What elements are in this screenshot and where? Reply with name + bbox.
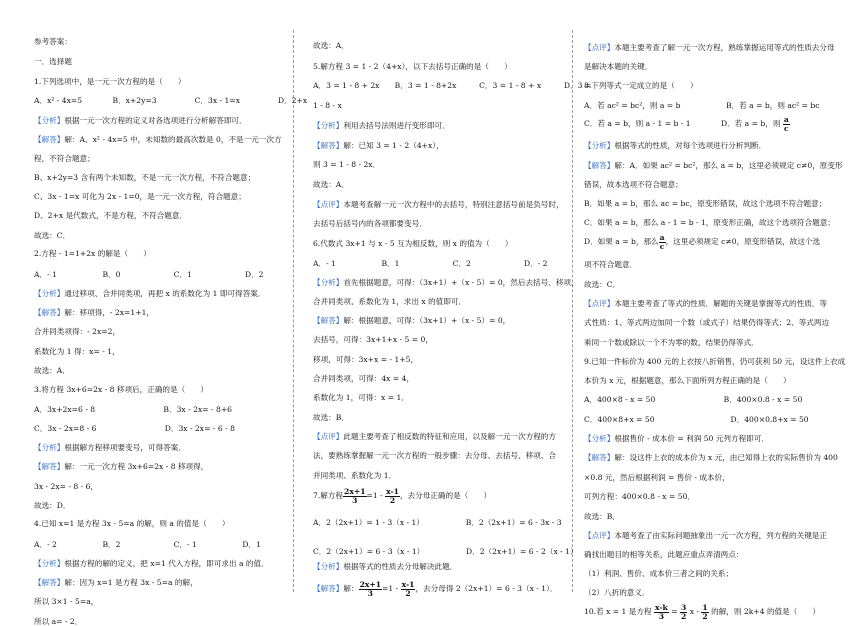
- text-line: 5.解方程 3 = 1 - 2（4+x），以下去括号正确的是（ ）: [313, 62, 512, 71]
- text-line: 式性质：1、等式两边加同一个数（或式子）结果仍得等式；2、等式两边: [584, 318, 830, 327]
- text-line: 项不符合题意．: [584, 260, 638, 269]
- text-line: 【点评】本题考查了由实际问题抽象出一元一次方程，列方程的关键是正: [584, 531, 827, 540]
- fraction: $\frac{2x+1}{3}$: [359, 580, 382, 598]
- text-line: A．- 1 B．1 C．2 D．- 2: [313, 259, 548, 268]
- fraction: $\frac{a}{c}$: [659, 233, 665, 251]
- text-line: 所以 3×1 - 5=a，: [34, 597, 99, 606]
- text-line: 【分析】首先根据题意，可得：（3x+1）+（x - 5）= 0，然后去括号、移项、: [313, 278, 579, 287]
- text-line: 错误，故本选项不符合题意；: [584, 180, 683, 189]
- text-line: 【解答】解：设这件上衣的成本价为 x 元，由已知得上衣的实际售价为 400: [584, 453, 838, 462]
- text-line: 【点评】此题主要考查了相反数的特征和应用，以及解一元一次方程的方: [313, 432, 556, 441]
- text-line: 【解答】解：A．如果 ac² = bc²，那么 a = b，这里必须规定 c≠0，原变形: [584, 161, 843, 170]
- text-line: A．3 = 1 - 8 + 2x B．3 = 1 - 8+2x C．3 = 1 - 8 + x D．3 =: [313, 81, 592, 90]
- solution-tag: 【分析】: [584, 434, 615, 443]
- fraction: $\frac{2x+1}{3}$: [344, 487, 366, 505]
- solution-tag: 【分析】: [34, 559, 65, 568]
- text-line: 程，不符合题意；: [34, 154, 95, 163]
- text-line: 【分析】通过移项、合并同类项，再把 x 的系数化为 1 即可得答案．: [34, 289, 266, 298]
- solution-tag: 【分析】: [313, 562, 344, 571]
- text-line: 【分析】根据方程的解的定义，把 x=1 代入方程，即可求出 a 的值．: [34, 559, 269, 568]
- text-line: C．如果 a = b，那么 a - 1 = b - 1，原变形正确，故这个选项符合题意；: [584, 218, 835, 227]
- text-line: 法，要熟练掌握解一元一次方程的一般步骤：去分母、去括号、移项、合: [313, 451, 556, 460]
- solution-tag: 【解答】: [34, 308, 65, 317]
- fraction: $\frac{a}{c}$: [783, 115, 789, 133]
- solution-tag: 【点评】: [313, 200, 344, 209]
- text-line: 合并同类项得：- 2x=2，: [34, 327, 121, 336]
- solution-tag: 【解答】: [313, 141, 344, 150]
- text-line: 系数化为 1，可得：x = 1．: [313, 393, 409, 402]
- fraction: $\frac{3}{2}$: [681, 603, 687, 621]
- text-line: 【分析】利用去括号法则进行变形即可．: [313, 121, 450, 130]
- text-line: D．如果 a = b，那么 $\frac{a}{c}$ ，这里必须规定 c≠0，原变形错误，故这个选: [584, 233, 821, 251]
- text-line: 【分析】根据等式的性质，对每个选项进行分析判断．: [584, 141, 767, 150]
- text-line: B．如果 a = b，那么 ac = bc，原变形错误，故这个选项不符合题意；: [584, 199, 827, 208]
- text-line: 故选：D．: [34, 501, 71, 510]
- text-line: A．若 ac² = bc²，则 a = b B．若 a = b，则 ac² = bc: [584, 101, 820, 110]
- solution-tag: 【点评】: [313, 432, 344, 441]
- text-line: 【解答】解： $\frac{2x+1}{3}$ =1 - $\frac{x-1}{2}$ ，去分母得 2（2x+1）= 6 - 3（x - 1）．: [313, 580, 558, 598]
- text-line: 3.将方程 3x+6=2x - 8 移项后，正确的是（ ）: [34, 385, 208, 394]
- text-line: 【分析】根据等式的性质去分母解决此题．: [313, 562, 458, 571]
- text-line: 是解决本题的关键．: [584, 62, 653, 71]
- text-line: 1.下列选项中，是一元一次方程的是（ ）: [34, 77, 186, 86]
- column-divider-2: [572, 30, 573, 592]
- solution-tag: 【解答】: [313, 316, 344, 325]
- text-line: 3x - 2x= - 8 - 6，: [34, 482, 99, 491]
- solution-tag: 【点评】: [584, 299, 615, 308]
- text-line: 【分析】根据解方程移项要变号，可得答案．: [34, 443, 186, 452]
- solution-tag: 【分析】: [34, 289, 65, 298]
- text-line: B、x+2y=3 含有两个未知数，不是一元一次方程，不符合题意；: [34, 173, 256, 182]
- text-line: 故选：B．: [584, 512, 620, 521]
- solution-tag: 【点评】: [584, 531, 615, 540]
- text-line: 故选：B．: [313, 413, 349, 422]
- solution-tag: 【解答】: [34, 135, 65, 144]
- text-line: C．若 a = b，则 a - 1 = b - 1 D．若 a = b，则 $\frac{a}{c}$: [584, 115, 789, 133]
- text-line: 合并同类项、系数化为 1，求出 x 的值即可．: [313, 297, 467, 306]
- text-line: 9.已知一件标价为 400 元的上衣按八折销售，仍可获利 50 元，设这件上衣成: [584, 357, 846, 366]
- text-line: 故选：A．: [313, 180, 349, 189]
- solution-tag: 【分析】: [34, 116, 65, 125]
- text-line: C、3x - 1=x 可化为 2x - 1=0，是一元一次方程，符合题意；: [34, 192, 246, 201]
- text-line: C．3x - 2x=8 - 6 D．3x - 2x= - 6 - 8: [34, 424, 235, 433]
- solution-tag: 【解答】: [584, 453, 615, 462]
- fraction: $\frac{x-1}{2}$: [386, 487, 399, 505]
- text-line: 8.下列等式一定成立的是（ ）: [584, 81, 698, 90]
- fraction: $\frac{1}{2}$: [702, 603, 708, 621]
- text-line: D、2+x 是代数式，不是方程，不符合题意．: [34, 211, 188, 220]
- text-line: 6.代数式 3x+1 与 x - 5 互为相反数，则 x 的值为（ ）: [313, 239, 513, 248]
- text-line: 去括号后括号内的各项都要变号．: [313, 219, 427, 228]
- text-line: 【解答】解：已知 3 = 1 - 2（4+x），: [313, 141, 444, 150]
- text-line: 合并同类项，可得：4x = 4，: [313, 374, 415, 383]
- text-line: 【解答】解：移项得，- 2x=1+1，: [34, 308, 155, 317]
- text-line: 【点评】本题考查解一元一次方程中的去括号，特别注意括号前是负号时，: [313, 200, 564, 209]
- text-line: 故选：A．: [313, 41, 349, 50]
- column-divider-1: [293, 30, 294, 592]
- text-line: 参考答案：: [34, 37, 72, 46]
- text-line: 所以 a= - 2．: [34, 617, 83, 626]
- text-line: 一．选择题: [34, 57, 72, 66]
- solution-tag: 【解答】: [34, 462, 65, 471]
- text-line: 【解答】解：因为 x=1 是方程 3x - 5=a 的解，: [34, 578, 198, 587]
- text-line: C．2（2x+1）= 6 - 3（x - 1） D．2（2x+1）= 6 - 2（x - 1）: [313, 547, 578, 556]
- text-line: A．- 1 B．0 C．1 D．2: [34, 270, 264, 279]
- text-line: 【点评】本题主要考查了解一元一次方程，熟练掌握运用等式的性质去分母: [584, 43, 835, 52]
- text-line: 去括号，可得：3x+1+x - 5 = 0，: [313, 335, 433, 344]
- text-line: 乘同一个数或除以一个不为零的数，结果仍得等式．: [584, 338, 759, 347]
- text-line: 7.解方程 $\frac{2x+1}{3}$ =1 - $\frac{x-1}{2}$ ，去分母正确的是（ ）: [313, 487, 492, 505]
- text-line: 并同类项、系数化为 1．: [313, 471, 397, 480]
- text-line: 可列方程：400×0.8 - x = 50．: [584, 492, 696, 501]
- text-line: 【解答】解：根据题意，可得：（3x+1）+（x - 5）= 0，: [313, 316, 511, 325]
- text-line: 1 - 8 - x: [313, 101, 342, 110]
- text-line: A．2（2x+1）= 1 - 3（x - 1） B．2（2x+1）= 6 - 3x - 3: [313, 518, 562, 527]
- text-line: 【解答】解：A、x² - 4x=5 中，未知数的最高次数是 0，不是一元一次方: [34, 135, 282, 144]
- text-line: 本价为 x 元，根据题意，那么下面所列方程正确的是（ ）: [584, 376, 791, 385]
- text-line: ×0.8 元，然后根据利润 = 售价 - 成本价，: [584, 473, 730, 482]
- text-line: （1）利润、售价、成本价三者之间的关系；: [584, 569, 734, 578]
- text-line: 确找出题目的相等关系，此题应重点弄清两点：: [584, 550, 744, 559]
- text-line: 故选：C．: [584, 280, 621, 289]
- text-line: 4.已知 x=1 是方程 3x - 5=a 的解，则 a 的值是（ ）: [34, 519, 230, 528]
- text-line: （2）八折的意义．: [584, 588, 650, 597]
- solution-tag: 【点评】: [584, 43, 615, 52]
- text-line: 故选：C．: [34, 231, 71, 240]
- text-line: 【点评】本题主要考查了等式的性质．解题的关键是掌握等式的性质．等: [584, 299, 827, 308]
- text-line: 系数化为 1 得：x= - 1，: [34, 347, 120, 356]
- solution-tag: 【分析】: [584, 141, 615, 150]
- text-line: 【解答】解：一元一次方程 3x+6=2x - 8 移项得，: [34, 462, 209, 471]
- text-line: A．400×8 - x = 50 B．400×0.8 - x = 50: [584, 395, 803, 404]
- solution-tag: 【解答】: [34, 578, 65, 587]
- text-line: A．3x+2x=6 - 8 B．3x - 2x= - 8+6: [34, 405, 233, 414]
- text-line: 则 3 = 1 - 8 - 2x．: [313, 160, 381, 169]
- text-line: 移项，可得：3x+x = - 1+5，: [313, 355, 419, 364]
- text-line: A．- 2 B．2 C．- 1 D．1: [34, 540, 261, 549]
- solution-tag: 【分析】: [313, 278, 344, 287]
- solution-tag: 【分析】: [34, 443, 65, 452]
- text-line: 【分析】根据一元一次方程的定义对各选项进行分析解答即可．: [34, 116, 247, 125]
- fraction: $\frac{x-k}{3}$: [655, 603, 668, 621]
- text-line: 10.若 x = 1 是方程 $\frac{x-k}{3}$ = $\frac{3}{2}$ x - $\frac{1}{2}$ 的解，则 2k+4 的值是（ ）: [584, 603, 821, 621]
- solution-tag: 【解答】: [313, 584, 344, 594]
- solution-tag: 【解答】: [584, 161, 615, 170]
- text-line: C．400×8+x = 50 D．400×0.8+x = 50: [584, 415, 809, 424]
- fraction: $\frac{x-1}{2}$: [401, 580, 415, 598]
- text-line: 故选：A．: [34, 366, 70, 375]
- solution-tag: 【分析】: [313, 121, 344, 130]
- text-line: 【分析】根据售价 - 成本价 = 利润 50 元列方程即可．: [584, 434, 769, 443]
- text-line: A．x² - 4x=5 B．x+2y=3 C．3x - 1=x D．2+x: [34, 96, 308, 105]
- text-line: 2.方程 - 1=1+2x 的解是（ ）: [34, 249, 151, 258]
